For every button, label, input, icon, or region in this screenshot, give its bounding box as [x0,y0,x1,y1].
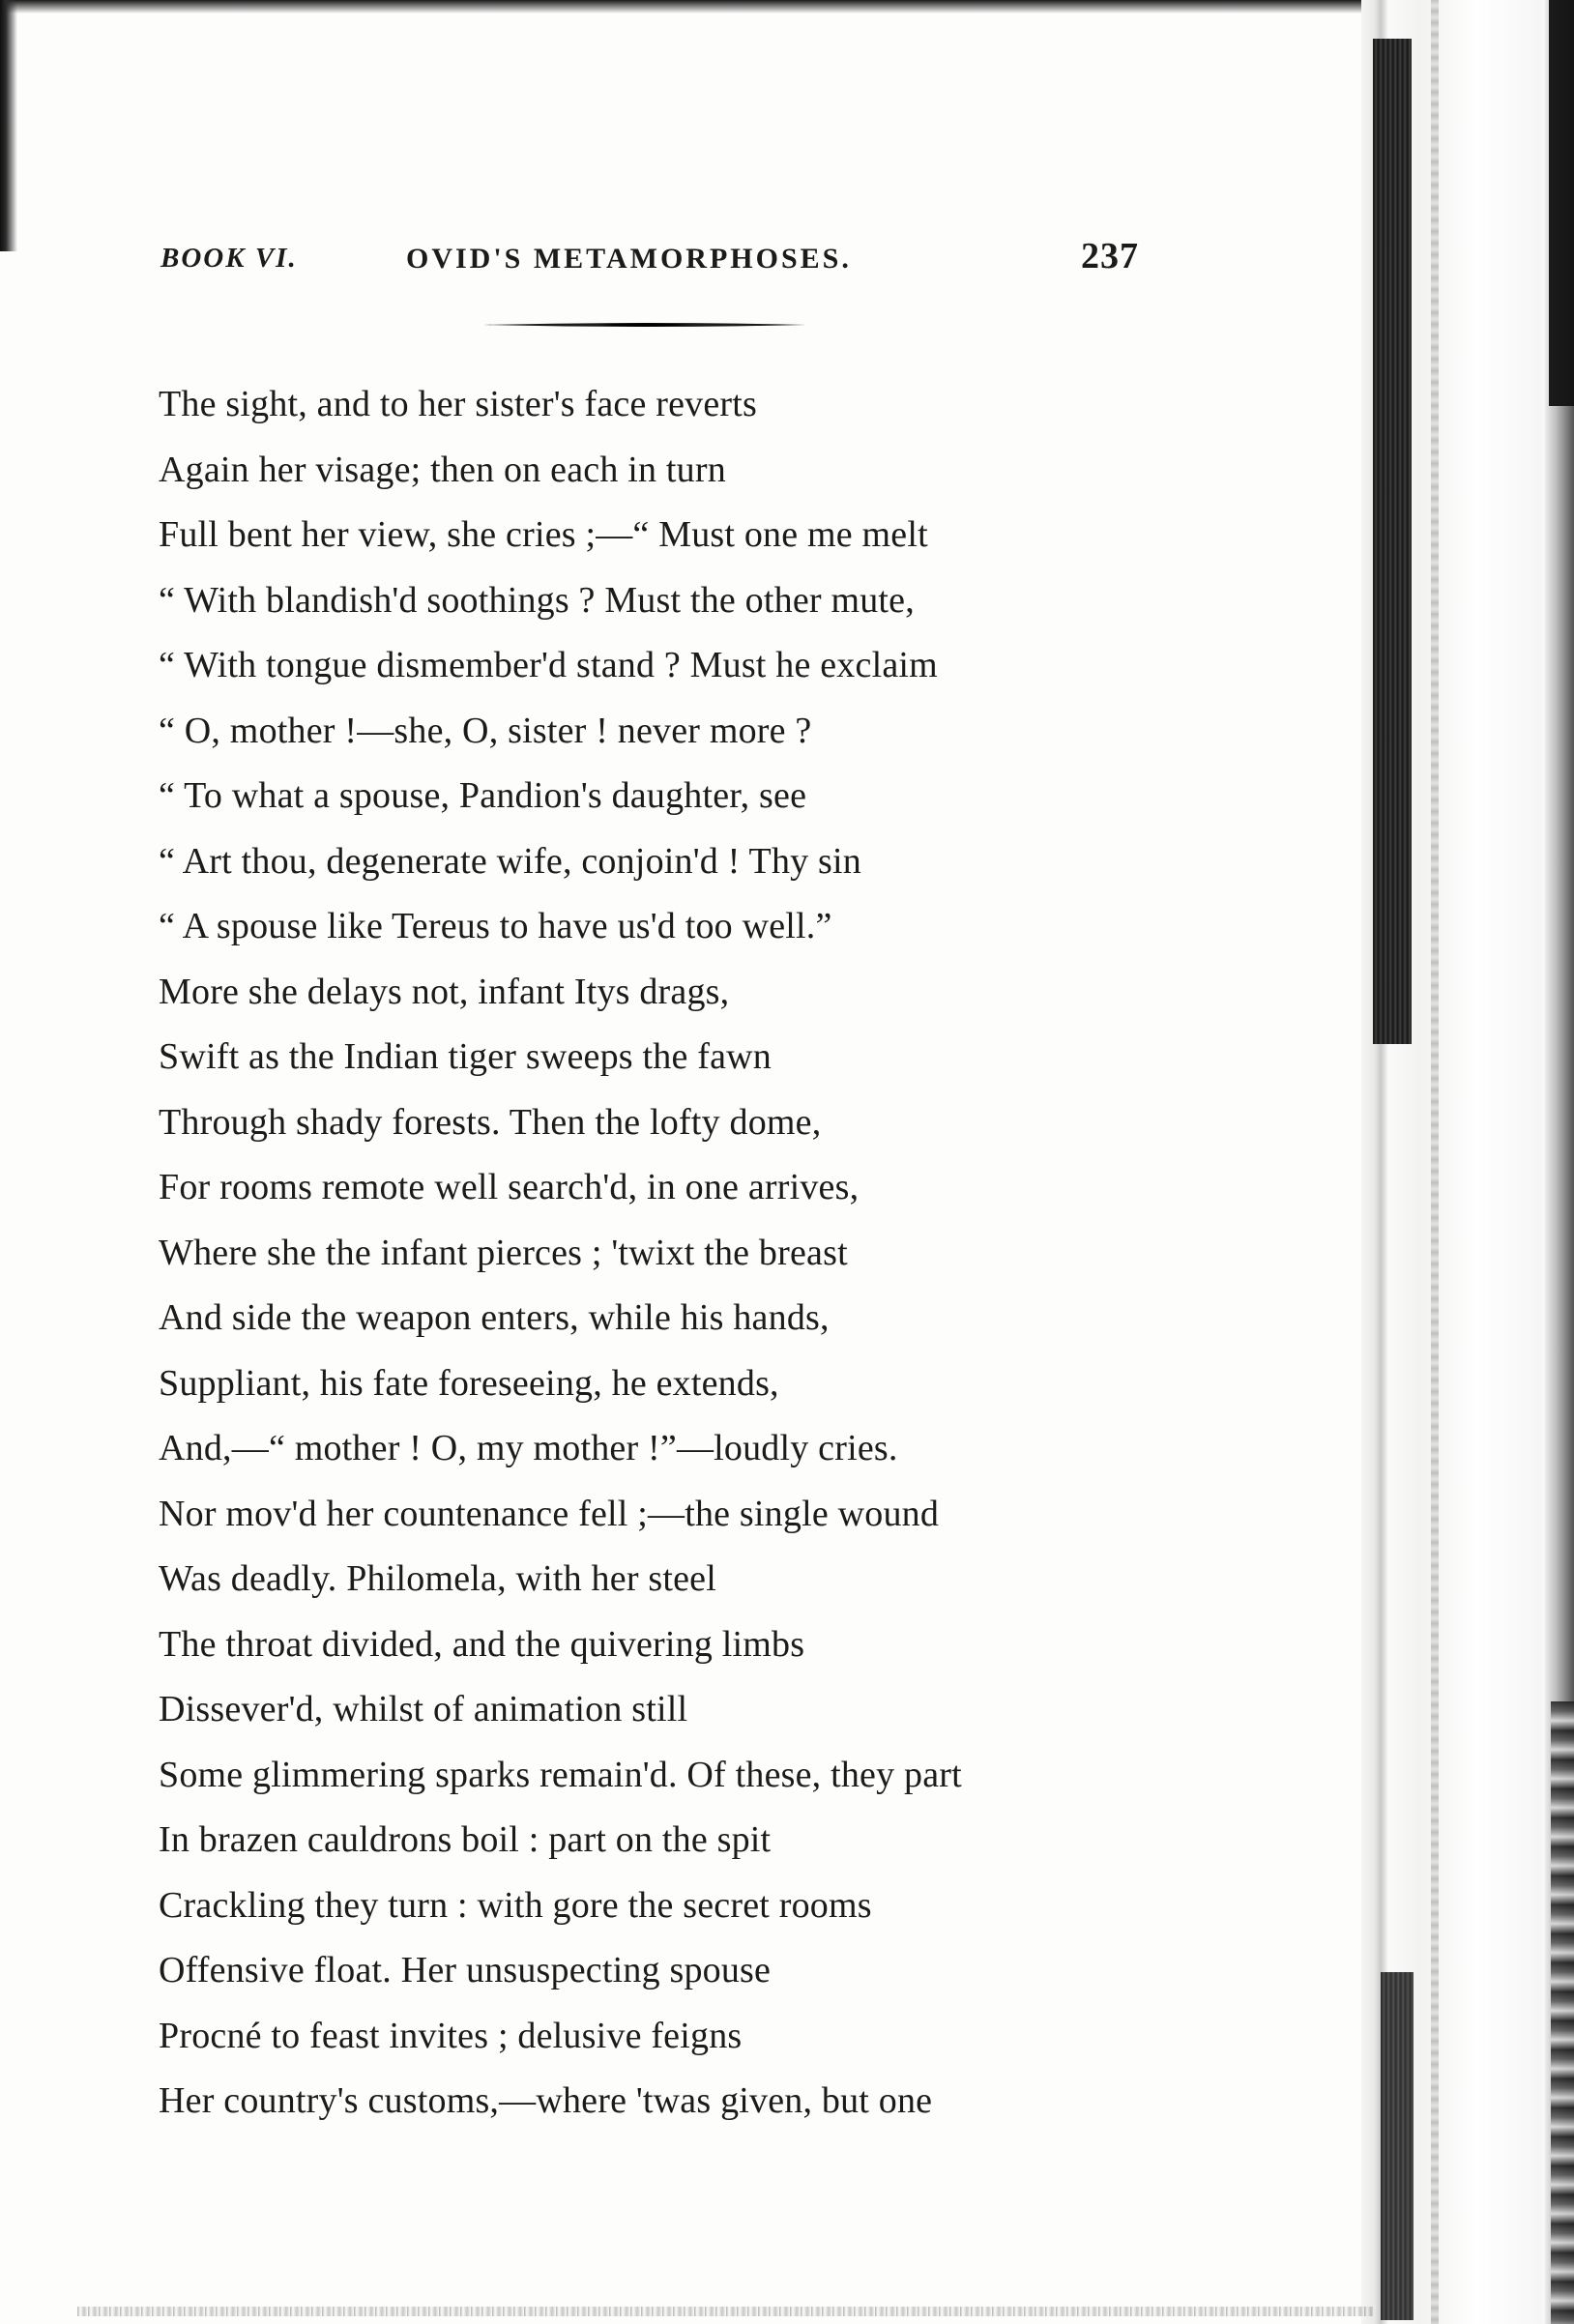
page-number: 237 [1081,236,1139,276]
facing-page-edge-top [1549,0,1574,406]
verse-line: Was deadly. Philomela, with her steel [159,1558,717,1599]
verse-line: “ Art thou, degenerate wife, conjoin'd ! Thy sin [159,840,861,882]
verse-block [159,372,1125,2135]
binding-shadow-upper [1373,39,1412,1044]
verse-line: Full bent her view, she cries ;—“ Must one me melt [159,514,928,555]
running-head [160,235,1139,283]
verse-line: “ O, mother !—she, O, sister ! never more ? [159,710,812,751]
verse-line: Where she the infant pierces ; 'twixt the breast [159,1232,848,1273]
verse-line: Some glimmering sparks remain'd. Of these, they part [159,1754,962,1795]
verse-line: Procné to feast invites ; delusive feigns [159,2015,743,2056]
verse-line: And side the weapon enters, while his hands, [159,1297,830,1338]
verse-line: Again her visage; then on each in turn [159,449,726,490]
verse-line: “ A spouse like Tereus to have us'd too well.” [159,906,832,946]
verse-line: For rooms remote well search'd, in one arrives, [159,1167,860,1207]
binding-shadow-lower [1381,1972,1414,2320]
verse-line: More she delays not, infant Itys drags, [159,971,730,1012]
verse-line: Through shady forests. Then the lofty dome, [159,1101,822,1143]
verse-line: Crackling they turn : with gore the secret rooms [159,1884,872,1926]
verse-line: Her country's customs,—where 'twas given, but one [159,2080,933,2121]
facing-page-edge-bottom [1551,1701,1574,2324]
verse-line: Dissever'd, whilst of animation still [159,1689,688,1729]
binding-texture [1431,0,1439,2324]
verse-line: “ To what a spouse, Pandion's daughter, see [159,775,807,816]
verse-line: Nor mov'd her countenance fell ;—the single wound [159,1493,940,1534]
bottom-edge-noise [77,2307,1373,2316]
page-corner-shadow [0,0,39,251]
head-rule [483,322,806,328]
work-title: OVID'S METAMORPHOSES. [406,243,852,275]
verse-line: The throat divided, and the quivering limbs [159,1623,805,1665]
book-section: BOOK VI. [160,243,298,274]
verse-line: And,—“ mother ! O, my mother !”—loudly cries. [159,1428,898,1468]
verse-line: Suppliant, his fate foreseeing, he extends, [159,1362,779,1404]
verse-line: Offensive float. Her unsuspecting spouse [159,1950,772,1990]
top-edge-shadow [0,0,1574,14]
verse-line: “ With tongue dismember'd stand ? Must he exclaim [159,645,938,685]
verse-line: The sight, and to her sister's face reverts [159,384,758,424]
verse-line: Swift as the Indian tiger sweeps the fawn [159,1036,772,1077]
verse-line: In brazen cauldrons boil : part on the spit [159,1819,772,1860]
verse-line: “ With blandish'd soothings ? Must the other mute, [159,579,915,621]
